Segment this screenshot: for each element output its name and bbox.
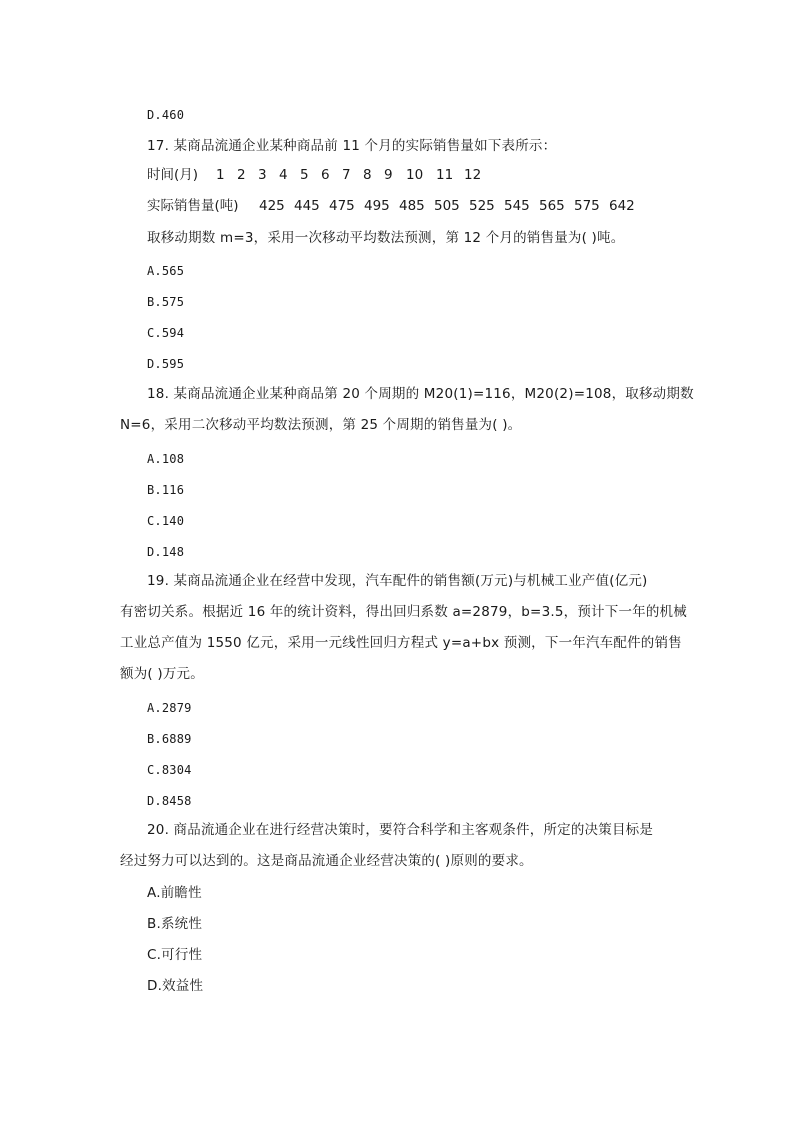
q17-option-c: C.594 <box>147 326 185 340</box>
q17-table-header-month: 时间(月) <box>147 167 199 183</box>
month-cell: 10 <box>406 167 424 183</box>
q17-option-b: B.575 <box>147 295 185 309</box>
q17-option-a: A.565 <box>147 264 185 278</box>
month-cell: 9 <box>384 167 393 183</box>
q17-question: 取移动期数 m=3，采用一次移动平均数法预测，第 12 个月的销售量为( )吨。 <box>147 230 625 246</box>
month-cell: 8 <box>363 167 372 183</box>
sales-cell: 445 <box>294 198 320 214</box>
month-cell: 11 <box>436 167 454 183</box>
sales-cell: 425 <box>259 198 285 214</box>
q19-stem-line4: 额为( )万元。 <box>120 666 204 682</box>
q18-option-c: C.140 <box>147 514 185 528</box>
q18-stem-line2: N=6，采用二次移动平均数法预测，第 25 个周期的销售量为( )。 <box>120 417 522 433</box>
q16-option-d: D.460 <box>147 108 185 122</box>
q17-table-row-sales <box>147 197 644 215</box>
month-cell: 7 <box>342 167 351 183</box>
month-cell: 6 <box>321 167 330 183</box>
q18-stem-line1: 18. 某商品流通企业某种商品第 20 个周期的 M20(1)=116，M20(2)=108，取移动期数 <box>147 386 694 402</box>
sales-cell: 505 <box>434 198 460 214</box>
month-cell: 4 <box>279 167 288 183</box>
q17-option-d: D.595 <box>147 357 185 371</box>
month-cell: 3 <box>258 167 267 183</box>
q19-option-a: A.2879 <box>147 701 192 715</box>
q20-option-a: A.前瞻性 <box>147 885 202 901</box>
month-cell: 2 <box>237 167 246 183</box>
month-cell: 5 <box>300 167 309 183</box>
q19-option-b: B.6889 <box>147 732 192 746</box>
sales-cell: 485 <box>399 198 425 214</box>
q17-table-row-month <box>147 166 492 184</box>
q20-option-c: C.可行性 <box>147 947 203 963</box>
q20-stem-line1: 20. 商品流通企业在进行经营决策时，要符合科学和主客观条件，所定的决策目标是 <box>147 822 654 838</box>
q19-option-d: D.8458 <box>147 794 192 808</box>
month-cell: 1 <box>216 167 225 183</box>
sales-cell: 575 <box>574 198 600 214</box>
q20-option-b: B.系统性 <box>147 916 203 932</box>
q17-table-month-cells <box>216 166 492 184</box>
q17-stem: 17. 某商品流通企业某种商品前 11 个月的实际销售量如下表所示： <box>147 138 557 154</box>
q19-stem-line1: 19. 某商品流通企业在经营中发现，汽车配件的销售额(万元)与机械工业产值(亿元) <box>147 573 648 589</box>
sales-cell: 475 <box>329 198 355 214</box>
q19-stem-line2: 有密切关系。根据近 16 年的统计资料，得出回归系数 a=2879，b=3.5，预计下一年的机械 <box>120 604 687 620</box>
sales-cell: 495 <box>364 198 390 214</box>
sales-cell: 642 <box>609 198 635 214</box>
sales-cell: 525 <box>469 198 495 214</box>
q19-stem-line3: 工业总产值为 1550 亿元，采用一元线性回归方程式 y=a+bx 预测，下一年汽车配件的销售 <box>120 635 682 651</box>
q18-option-b: B.116 <box>147 483 185 497</box>
q20-stem-line2: 经过努力可以达到的。这是商品流通企业经营决策的( )原则的要求。 <box>120 853 533 869</box>
q20-option-d: D.效益性 <box>147 978 204 994</box>
q19-option-c: C.8304 <box>147 763 192 777</box>
sales-cell: 545 <box>504 198 530 214</box>
month-cell: 12 <box>464 167 482 183</box>
q18-option-d: D.148 <box>147 545 185 559</box>
q18-option-a: A.108 <box>147 452 185 466</box>
q17-table-header-sales: 实际销售量(吨) <box>147 198 239 214</box>
q17-table-sales-cells <box>259 197 644 215</box>
sales-cell: 565 <box>539 198 565 214</box>
